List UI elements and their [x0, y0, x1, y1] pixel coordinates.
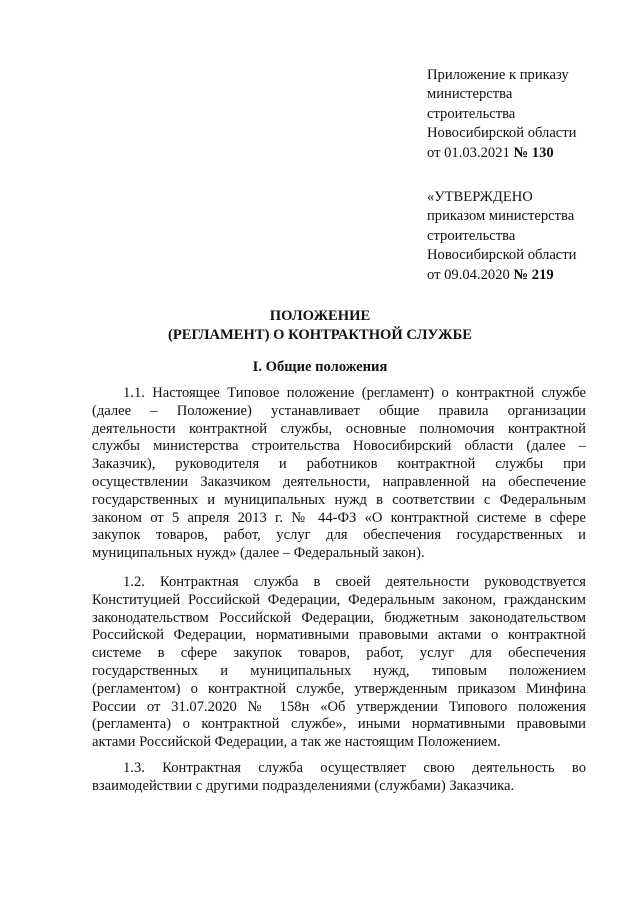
paragraph-line: закупок товаров, работ, услуг для обеспечения государственных и	[92, 527, 586, 544]
paragraph-line: Российской Федерации, нормативными правовыми актами о контрактной	[92, 627, 586, 644]
approved-line: «УТВЕРЖДЕНО	[427, 189, 533, 205]
paragraph-1-2	[92, 574, 586, 752]
approved-line: приказом министерства	[427, 208, 575, 225]
paragraph-line: деятельности контрактной службы, основные полномочия контрактной	[92, 420, 586, 437]
paragraph-line: 1.3. Контрактная служба осуществляет свою деятельность во	[123, 760, 586, 776]
approved-line: строительства	[427, 227, 516, 244]
paragraph-line: России от 31.07.2020 № 158н «Об утверждении Типового положения	[92, 698, 586, 715]
paragraph-line: (далее – Положение) устанавливает общие правила организации	[92, 402, 586, 419]
paragraph-line: 1.1. Настоящее Типовое положение (регламент) о контрактной службе	[123, 385, 586, 401]
appendix-line: Приложение к приказу	[427, 67, 569, 83]
appendix-number: № 130	[513, 144, 554, 161]
document-title	[0, 307, 640, 346]
approved-header	[427, 188, 617, 285]
paragraph-1-1	[92, 385, 586, 563]
appendix-date-line	[427, 144, 617, 163]
paragraph-line: муниципальных нужд» (далее – Федеральный закон).	[92, 545, 425, 562]
title-line-2: (РЕГЛАМЕНТ) О КОНТРАКТНОЙ СЛУЖБЕ	[168, 327, 472, 344]
approved-number: № 219	[513, 266, 554, 283]
title-line-1: ПОЛОЖЕНИЕ	[269, 308, 371, 324]
appendix-line: строительства	[427, 105, 516, 122]
paragraph-line: Конституцией Российской Федерации, Федеральным законом, гражданским	[92, 591, 586, 608]
paragraph-line: (регламента) о контрактной службе», иными нормативными правовыми	[92, 716, 586, 733]
approved-line: Новосибирской области	[427, 247, 577, 264]
paragraph-line: системе в сфере закупок товаров, работ, услуг для обеспечения	[92, 645, 586, 662]
section-heading	[0, 358, 640, 377]
paragraph-line: (регламентом) о контрактной службе, утвержденным приказом Минфина	[92, 680, 586, 697]
approved-date: от 09.04.2020	[427, 266, 514, 283]
appendix-line: министерства	[427, 86, 513, 103]
paragraph-line: службы министерства строительства Новосибирский области (далее –	[92, 438, 586, 455]
paragraph-line: государственных и муниципальных нужд, типовым положением	[92, 662, 586, 679]
paragraph-line: законом от 5 апреля 2013 г. № 44-ФЗ «О контрактной системе в сфере	[92, 509, 586, 526]
paragraph-line: 1.2. Контрактная служба в своей деятельности руководствуется	[123, 574, 586, 590]
paragraph-line: актами Российской Федерации, а так же настоящим Положением.	[92, 734, 501, 751]
section-heading-text: I. Общие положения	[252, 359, 388, 375]
paragraph-line: законодательством Российской Федерации, бюджетным законодательством	[92, 609, 586, 626]
paragraph-line: государственных и муниципальных нужд в соответствии с Федеральным	[92, 491, 586, 508]
paragraph-line: Заказчик), руководителя и работников контрактной службы при	[92, 456, 586, 473]
paragraph-line: осуществлении Заказчиком деятельности, направленной на обеспечение	[92, 473, 586, 490]
approved-date-line	[427, 266, 617, 285]
appendix-header	[427, 66, 617, 163]
paragraph-line: взаимодействии с другими подразделениями (службами) Заказчика.	[92, 777, 515, 794]
appendix-date: от 01.03.2021	[427, 144, 514, 161]
appendix-line: Новосибирской области	[427, 125, 577, 142]
paragraph-1-3	[92, 760, 586, 796]
